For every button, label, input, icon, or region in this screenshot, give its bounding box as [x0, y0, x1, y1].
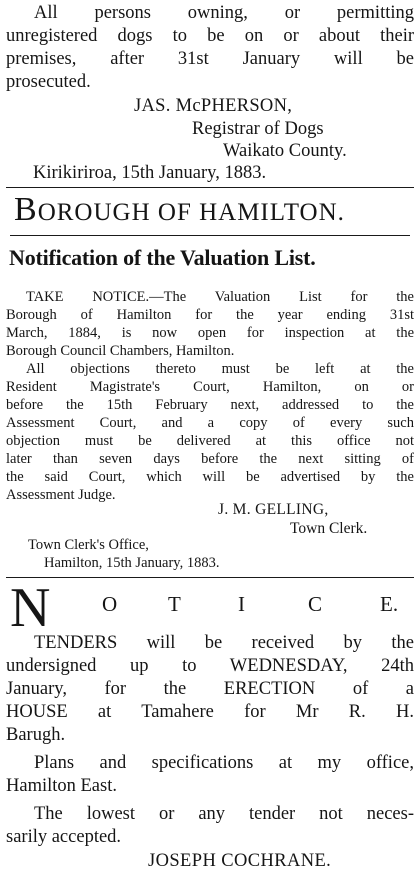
place-date: Kirikiriroa, 15th January, 1883.: [33, 163, 267, 183]
body-line: undersigned up to WEDNESDAY, 24th: [6, 656, 414, 676]
signature-title: Registrar of Dogs: [192, 119, 324, 139]
signature-name: JOSEPH COCHRANE.: [148, 851, 332, 871]
body-line: Assessment Judge.: [6, 487, 116, 503]
notice-letter: I: [238, 592, 245, 616]
body-line: the said Court, which will be advertised by the: [6, 469, 414, 485]
body-line: Assessment Court, and a copy of every such: [6, 415, 414, 431]
body-line: The lowest or any tender not neces-: [34, 804, 414, 824]
body-line: Borough of Hamilton for the year ending 31st: [6, 307, 414, 323]
column-rule: [6, 187, 414, 188]
body-line: unregistered dogs to be on or about their: [6, 26, 414, 46]
subheading: Notification of the Valuation List.: [9, 245, 316, 270]
office-line: Town Clerk's Office,: [28, 537, 149, 553]
signature-title: Waikato County.: [223, 141, 347, 161]
heading-text: OROUGH OF HAMILTON.: [37, 199, 345, 226]
body-line: Hamilton East.: [6, 776, 117, 796]
notice-letter: O: [102, 592, 118, 616]
signature-name: JAS. McPHERSON,: [134, 96, 293, 116]
body-line: premises, after 31st January will be: [6, 49, 414, 69]
body-line: Barugh.: [6, 725, 66, 745]
body-line: later than seven days before the next sitting of: [6, 451, 414, 467]
notice-letter: E.: [380, 592, 399, 616]
body-line: January, for the ERECTION of a: [6, 679, 414, 699]
drop-cap: B: [14, 191, 38, 228]
place-date: Hamilton, 15th January, 1883.: [44, 555, 220, 571]
body-line: prosecuted.: [6, 72, 91, 92]
notice-dropcap: N: [10, 577, 51, 639]
body-line: Borough Council Chambers, Hamilton.: [6, 343, 235, 359]
body-line: All objections thereto must be left at the: [26, 361, 414, 377]
body-line: TENDERS will be received by the: [34, 633, 414, 653]
body-line: All persons owning, or permitting: [34, 3, 414, 23]
body-line: TAKE NOTICE.—The Valuation List for the: [26, 289, 414, 305]
body-line: Resident Magistrate's Court, Hamilton, on or: [6, 379, 414, 395]
signature-title: Town Clerk.: [290, 520, 368, 537]
notice-letter: C: [308, 592, 323, 616]
column-rule: [6, 577, 414, 578]
body-line: HOUSE at Tamahere for Mr R. H.: [6, 702, 414, 722]
notice-letter: T: [168, 592, 181, 616]
body-line: objection must be delivered at this office not: [6, 433, 414, 449]
signature-name: J. M. GELLING,: [218, 501, 329, 518]
body-line: March, 1884, is now open for inspection at the: [6, 325, 414, 341]
body-line: before the 15th February next, addressed to the: [6, 397, 414, 413]
body-line: Plans and specifications at my office,: [34, 753, 414, 773]
heading-borough: [14, 193, 345, 227]
heading-rule: [10, 235, 410, 236]
body-line: sarily accepted.: [6, 827, 122, 847]
